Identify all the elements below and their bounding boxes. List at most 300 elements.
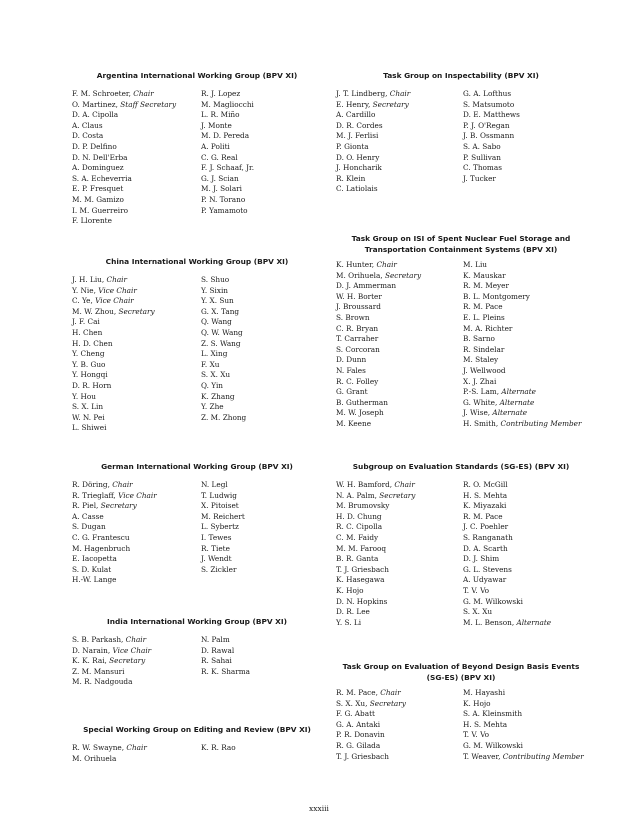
member-entry bbox=[72, 754, 201, 765]
member-name: D. Costa bbox=[72, 131, 104, 141]
member-name: F. Llorente bbox=[72, 216, 112, 226]
member-entry bbox=[201, 206, 254, 217]
member-name: N. Fales bbox=[336, 365, 366, 375]
member-name: S. Dugan bbox=[72, 522, 106, 532]
member-name: C. Thomas bbox=[463, 163, 502, 173]
member-name: K. Zhang bbox=[201, 391, 235, 401]
member-name: C. M. Faidy bbox=[336, 532, 379, 542]
member-entry bbox=[72, 533, 201, 544]
member-role: Secretary bbox=[100, 501, 137, 511]
member-role: Contributing Member bbox=[500, 418, 582, 428]
member-entry bbox=[336, 142, 463, 153]
member-name: J. Wellwood bbox=[463, 365, 506, 375]
member-role: Alternate bbox=[516, 617, 552, 627]
member-entry bbox=[72, 565, 201, 576]
member-entry: Y. Nie, Vice Chair bbox=[72, 285, 137, 295]
member-name: J. B. Ossmann bbox=[463, 131, 515, 141]
member-entry bbox=[336, 533, 463, 544]
member-name: R. Klein bbox=[336, 173, 366, 183]
member-entry bbox=[201, 307, 246, 318]
member-entry bbox=[336, 419, 463, 430]
group-title: Task Group on Evaluation of Beyond Design Basis Events (SG-ES) (BPV XI) bbox=[342, 662, 580, 682]
member-entry bbox=[336, 752, 463, 763]
member-entry bbox=[201, 656, 250, 667]
member-name: J. C. Poehler bbox=[463, 522, 509, 532]
member-name: M. Keene bbox=[336, 418, 372, 428]
member-entry bbox=[463, 163, 520, 174]
member-name: F. G. Abatt bbox=[336, 709, 375, 719]
member-name: M. Staley bbox=[463, 355, 499, 365]
member-entry bbox=[201, 349, 246, 360]
member-name: S. Corcoran bbox=[336, 344, 380, 354]
member-entry bbox=[336, 345, 463, 356]
member-name: M. W. Joseph bbox=[336, 408, 384, 418]
member-name: Q. Wang bbox=[201, 317, 232, 327]
member-entry bbox=[336, 501, 463, 512]
member-name: M. Orihuela bbox=[336, 270, 381, 280]
member-name: Z. S. Wang bbox=[201, 338, 241, 348]
member-entry bbox=[336, 387, 463, 398]
member-entry bbox=[463, 345, 581, 356]
member-name: M. Hagenbruch bbox=[72, 543, 131, 553]
member-entry bbox=[336, 618, 463, 629]
member-entry: E. Henry, Secretary bbox=[336, 99, 409, 109]
member-entry bbox=[201, 480, 245, 491]
member-role: Chair bbox=[125, 635, 147, 644]
member-name: S. Brown bbox=[336, 312, 370, 322]
member-name: D. A. Scarth bbox=[463, 543, 508, 553]
member-name: E. Henry bbox=[336, 99, 368, 109]
member-name: S. Matsumoto bbox=[463, 99, 515, 109]
member-name: F. M. Schroeter bbox=[72, 89, 129, 98]
member-name: P. Yamamoto bbox=[201, 205, 248, 215]
member-entry: O. Martinez, Staff Secretary bbox=[72, 99, 177, 109]
member-name: S. D. Kulat bbox=[72, 564, 112, 574]
member-entry: G. White, Alternate bbox=[463, 397, 535, 407]
member-name: Z. M. Mansuri bbox=[72, 666, 125, 676]
member-role: Alternate bbox=[499, 397, 535, 407]
member-entry bbox=[463, 586, 551, 597]
member-entry bbox=[463, 281, 581, 292]
member-name: T. Weaver bbox=[463, 751, 499, 761]
member-entry: S. B. Parkash, Chair bbox=[72, 635, 147, 644]
member-entry bbox=[72, 512, 201, 523]
group-title: Subgroup on Evaluation Standards (SG-ES) (BPV XI) bbox=[352, 462, 570, 471]
member-name: C. R. Bryan bbox=[336, 323, 379, 333]
member-entry bbox=[201, 100, 254, 111]
member-name: R. M. Meyer bbox=[463, 281, 509, 291]
member-entry bbox=[463, 688, 584, 699]
member-entry: R. Piel, Secretary bbox=[72, 501, 137, 511]
member-name: Y. B. Guo bbox=[72, 359, 106, 369]
member-name: K. Hasegawa bbox=[336, 575, 385, 585]
member-entry: W. H. Bamford, Chair bbox=[336, 480, 415, 489]
member-entry bbox=[336, 302, 463, 313]
member-entry bbox=[336, 720, 463, 731]
member-name: M. Liu bbox=[463, 260, 487, 269]
member-name: H. D. Chen bbox=[72, 338, 113, 348]
group-inspectability bbox=[336, 70, 586, 195]
member-entry bbox=[463, 142, 520, 153]
member-entry bbox=[72, 349, 201, 360]
member-entry bbox=[201, 89, 254, 100]
member-name: M. W. Zhou bbox=[72, 306, 114, 316]
group-german bbox=[72, 461, 322, 586]
member-entry bbox=[72, 554, 201, 565]
member-entry bbox=[201, 184, 254, 195]
member-entry bbox=[336, 544, 463, 555]
member-entry bbox=[201, 296, 246, 307]
member-name: Q. Yin bbox=[201, 380, 223, 390]
group-title: China International Working Group (BPV XI) bbox=[105, 257, 289, 266]
member-name: Y. Sixin bbox=[201, 285, 228, 295]
member-role: Chair bbox=[394, 480, 415, 489]
member-name: T. V. Vo bbox=[463, 730, 490, 740]
member-entry bbox=[463, 302, 581, 313]
member-name: R. Piel bbox=[72, 501, 97, 511]
member-entry bbox=[201, 142, 254, 153]
member-entry bbox=[201, 491, 245, 502]
member-name: A. Claus bbox=[72, 120, 103, 130]
member-name: H. S. Mehta bbox=[463, 719, 508, 729]
member-name: A. Cardillo bbox=[336, 110, 376, 120]
member-role: Secretary bbox=[109, 656, 146, 666]
member-entry bbox=[463, 720, 584, 731]
member-entry bbox=[201, 317, 246, 328]
group-title: Special Working Group on Editing and Review (BPV XI) bbox=[83, 725, 311, 734]
group-title: Task Group on ISI of Spent Nuclear Fuel Storage and Transportation Containment Systems (BPV XI) bbox=[351, 234, 571, 254]
member-entry bbox=[336, 313, 463, 324]
member-role: Chair bbox=[380, 688, 401, 697]
member-name: M. M. Farooq bbox=[336, 543, 387, 553]
member-entry bbox=[201, 286, 246, 297]
member-name: G. J. Scian bbox=[201, 173, 239, 183]
member-name: P. Gionta bbox=[336, 141, 369, 151]
member-entry bbox=[463, 491, 551, 502]
member-name: J. Wendt bbox=[201, 554, 232, 564]
member-name: J. T. Lindberg bbox=[336, 89, 386, 98]
group-beyond-design-basis bbox=[336, 661, 586, 762]
member-entry: D. Narain, Vice Chair bbox=[72, 645, 152, 655]
member-name: R. C. Cipolla bbox=[336, 522, 383, 532]
member-entry bbox=[463, 324, 581, 335]
member-entry bbox=[463, 131, 520, 142]
member-role: Contributing Member bbox=[502, 751, 584, 761]
member-entry bbox=[463, 607, 551, 618]
group-title: Task Group on Inspectability (BPV XI) bbox=[383, 71, 539, 80]
member-role: Secretary bbox=[118, 306, 155, 316]
member-name: S. B. Parkash bbox=[72, 635, 122, 644]
member-name: R. Sindelar bbox=[463, 344, 505, 354]
member-name: T. J. Griesbach bbox=[336, 751, 389, 761]
member-entry bbox=[336, 575, 463, 586]
member-name: S. A. Kleinsmith bbox=[463, 709, 523, 719]
member-role: Alternate bbox=[492, 408, 528, 418]
member-name: R. K. Sharma bbox=[201, 666, 251, 676]
member-name: S. A. Sabo bbox=[463, 141, 501, 151]
member-entry bbox=[72, 667, 201, 678]
member-entry bbox=[336, 131, 463, 142]
member-role: Chair bbox=[112, 480, 133, 489]
member-name: G. Grant bbox=[336, 387, 368, 397]
member-name: D. R. Cordes bbox=[336, 120, 383, 130]
group-china bbox=[72, 256, 322, 434]
group-evaluation-standards bbox=[336, 461, 586, 628]
member-name: D. R. Lee bbox=[336, 607, 370, 617]
member-name: M. R. Nadgouda bbox=[72, 677, 133, 687]
member-entry bbox=[336, 281, 463, 292]
member-name: N. A. Palm bbox=[336, 490, 375, 500]
member-role: Chair bbox=[133, 89, 154, 98]
member-name: J. F. Cai bbox=[72, 317, 100, 327]
member-name: J. Honcharik bbox=[336, 163, 382, 173]
member-name: R. C. Folley bbox=[336, 376, 379, 386]
member-entry bbox=[72, 544, 201, 555]
member-name: D. J. Ammerman bbox=[336, 281, 397, 291]
member-name: C. G. Real bbox=[201, 152, 238, 162]
member-entry: R. M. Pace, Chair bbox=[336, 688, 401, 697]
member-name: E. Iacopetta bbox=[72, 554, 117, 564]
member-entry bbox=[72, 131, 201, 142]
member-entry bbox=[463, 512, 551, 523]
member-name: T. Ludwig bbox=[201, 490, 237, 500]
member-entry: R. W. Swayne, Chair bbox=[72, 743, 147, 752]
member-entry bbox=[463, 377, 581, 388]
member-entry bbox=[336, 522, 463, 533]
member-entry bbox=[201, 121, 254, 132]
member-name: J. Tucker bbox=[463, 173, 496, 183]
member-name: C. Ye bbox=[72, 296, 91, 306]
member-entry: M. Orihuela, Secretary bbox=[336, 270, 422, 280]
member-entry: N. A. Palm, Secretary bbox=[336, 490, 416, 500]
member-entry: R. Trieglaff, Vice Chair bbox=[72, 490, 157, 500]
member-name: J. Broussard bbox=[336, 302, 381, 312]
member-entry: F. M. Schroeter, Chair bbox=[72, 89, 154, 98]
member-name: R. Tiete bbox=[201, 543, 230, 553]
member-entry bbox=[72, 110, 201, 121]
member-entry bbox=[336, 174, 463, 185]
member-name: B. Sarno bbox=[463, 334, 495, 344]
member-name: R. O. McGill bbox=[463, 480, 508, 489]
member-entry bbox=[336, 597, 463, 608]
member-entry bbox=[72, 328, 201, 339]
member-entry bbox=[201, 554, 245, 565]
member-entry bbox=[201, 153, 254, 164]
member-entry bbox=[72, 206, 201, 217]
member-name: D. N. Hopkins bbox=[336, 596, 388, 606]
member-role: Secretary bbox=[372, 99, 409, 109]
member-entry bbox=[72, 174, 201, 185]
member-name: D. Rawal bbox=[201, 645, 235, 655]
member-entry bbox=[201, 370, 246, 381]
member-entry bbox=[72, 413, 201, 424]
group-title: German International Working Group (BPV XI) bbox=[101, 462, 293, 471]
member-entry bbox=[336, 377, 463, 388]
member-entry bbox=[201, 565, 245, 576]
member-name: H.-W. Lange bbox=[72, 575, 117, 585]
member-entry: J. Wise, Alternate bbox=[463, 408, 528, 418]
member-entry: P.-S. Lam, Alternate bbox=[463, 387, 537, 397]
member-entry bbox=[336, 163, 463, 174]
member-name: I. M. Guerreiro bbox=[72, 205, 128, 215]
member-name: S. X. Xu bbox=[463, 607, 493, 617]
member-entry bbox=[463, 575, 551, 586]
member-name: M. J. Solari bbox=[201, 184, 243, 194]
member-entry bbox=[463, 153, 520, 164]
page-number: xxxiii bbox=[309, 804, 329, 813]
member-entry: J. H. Liu, Chair bbox=[72, 275, 127, 284]
member-role: Vice Chair bbox=[98, 285, 137, 295]
member-entry bbox=[463, 174, 520, 185]
member-entry bbox=[463, 110, 520, 121]
member-name: L. Sybertz bbox=[201, 522, 239, 532]
member-name: S. Ranganath bbox=[463, 532, 513, 542]
member-entry bbox=[463, 121, 520, 132]
member-entry bbox=[72, 195, 201, 206]
member-name: R. Trieglaff bbox=[72, 490, 114, 500]
member-entry bbox=[72, 381, 201, 392]
member-name: S. Zickler bbox=[201, 564, 237, 574]
member-entry bbox=[336, 741, 463, 752]
member-name: R. Döring bbox=[72, 480, 108, 489]
group-india bbox=[72, 616, 322, 688]
member-name: R. M. Pace bbox=[463, 511, 503, 521]
member-name: P. N. Torano bbox=[201, 194, 246, 204]
member-entry bbox=[72, 153, 201, 164]
member-entry: K. Hunter, Chair bbox=[336, 260, 397, 269]
member-entry bbox=[201, 635, 250, 646]
member-entry bbox=[72, 522, 201, 533]
member-entry bbox=[336, 153, 463, 164]
member-entry bbox=[201, 522, 245, 533]
group-argentina bbox=[72, 70, 322, 227]
member-name: S. X. Xu bbox=[201, 370, 231, 380]
member-entry bbox=[201, 174, 254, 185]
member-entry: T. Weaver, Contributing Member bbox=[463, 751, 584, 761]
member-role: Vice Chair bbox=[118, 490, 157, 500]
member-entry bbox=[336, 334, 463, 345]
member-entry bbox=[463, 355, 581, 366]
member-name: Y. Nie bbox=[72, 285, 94, 295]
member-name: L. R. Miño bbox=[201, 110, 240, 120]
member-name: W. N. Pei bbox=[72, 412, 105, 422]
member-entry bbox=[336, 324, 463, 335]
group-editing-review bbox=[72, 724, 322, 764]
member-name: D. Narain bbox=[72, 645, 108, 655]
member-entry bbox=[463, 501, 551, 512]
member-entry bbox=[201, 131, 254, 142]
member-entry bbox=[201, 512, 245, 523]
member-name: G. A. Antaki bbox=[336, 719, 381, 729]
member-entry bbox=[201, 667, 250, 678]
member-name: B. Gutherman bbox=[336, 397, 388, 407]
member-entry bbox=[463, 565, 551, 576]
member-name: G. A. Lofthus bbox=[463, 89, 512, 98]
member-name: D. P. Delfino bbox=[72, 141, 117, 151]
member-role: Vice Chair bbox=[95, 296, 134, 306]
member-name: R. Sahai bbox=[201, 656, 232, 666]
member-name: P. R. Donavin bbox=[336, 730, 385, 740]
member-entry: C. Ye, Vice Chair bbox=[72, 296, 134, 306]
member-role: Chair bbox=[389, 89, 411, 98]
member-name: M. Magliocchi bbox=[201, 99, 254, 109]
member-entry bbox=[72, 317, 201, 328]
member-entry bbox=[72, 142, 201, 153]
member-name: M. L. Benson bbox=[463, 617, 512, 627]
member-name: M. D. Pereda bbox=[201, 131, 250, 141]
member-entry bbox=[201, 544, 245, 555]
group-spent-fuel bbox=[336, 233, 586, 430]
member-name: C. G. Frantescu bbox=[72, 532, 130, 542]
member-name: K. Hojo bbox=[336, 585, 364, 595]
member-role: Vice Chair bbox=[112, 645, 152, 655]
member-name: Y. Hou bbox=[72, 391, 96, 401]
member-entry bbox=[463, 480, 551, 491]
member-name: R. G. Gilada bbox=[336, 740, 381, 750]
member-entry bbox=[201, 381, 246, 392]
member-entry bbox=[463, 730, 584, 741]
member-name: T. Carraher bbox=[336, 334, 379, 344]
member-role: Secretary bbox=[384, 270, 422, 280]
member-entry bbox=[336, 398, 463, 409]
member-entry bbox=[201, 413, 246, 424]
member-role: Secretary bbox=[379, 490, 416, 500]
member-entry bbox=[72, 402, 201, 413]
member-entry: M. L. Benson, Alternate bbox=[463, 617, 552, 627]
member-entry bbox=[336, 184, 463, 195]
member-entry bbox=[72, 163, 201, 174]
member-role: Staff Secretary bbox=[120, 99, 177, 109]
member-entry bbox=[336, 730, 463, 741]
member-entry: S. X. Xu, Secretary bbox=[336, 698, 406, 708]
group-title: India International Working Group (BPV XI) bbox=[107, 617, 287, 626]
member-name: R. M. Pace bbox=[336, 688, 376, 697]
member-name: K. Mauskar bbox=[463, 270, 506, 280]
member-role: Chair bbox=[126, 743, 147, 752]
member-name: S. X. Xu bbox=[336, 698, 366, 708]
member-name: A. Casse bbox=[72, 511, 104, 521]
member-name: M. Brumovsky bbox=[336, 501, 390, 511]
member-name: D. E. Matthews bbox=[463, 110, 520, 120]
member-name: W. H. Borter bbox=[336, 291, 382, 301]
member-name: K. R. Rao bbox=[201, 743, 236, 752]
member-entry bbox=[201, 110, 254, 121]
member-name: D. A. Cipolla bbox=[72, 110, 119, 120]
member-name: P.-S. Lam bbox=[463, 387, 497, 397]
member-entry bbox=[201, 743, 236, 754]
member-entry bbox=[336, 110, 463, 121]
member-name: Y. Zhe bbox=[201, 402, 224, 412]
member-entry bbox=[463, 544, 551, 555]
member-name: A. Politi bbox=[201, 141, 230, 151]
member-entry bbox=[463, 313, 581, 324]
member-entry: K. K. Rai, Secretary bbox=[72, 656, 146, 666]
member-name: X. J. Zhai bbox=[463, 376, 497, 386]
member-name: Y. X. Sun bbox=[201, 296, 234, 306]
member-name: P. Sullivan bbox=[463, 152, 501, 162]
member-entry bbox=[201, 195, 254, 206]
member-name: K. Hunter bbox=[336, 260, 372, 269]
member-name: H. Smith bbox=[463, 418, 496, 428]
member-name: G. M. Wilkowski bbox=[463, 596, 523, 606]
member-entry bbox=[72, 339, 201, 350]
member-name: F. J. Schaaf, Jr. bbox=[201, 163, 255, 173]
member-name: G. White bbox=[463, 397, 495, 407]
member-entry bbox=[463, 260, 581, 271]
member-name: Y. Hongqi bbox=[72, 370, 108, 380]
member-name: J. Monte bbox=[201, 120, 232, 130]
member-entry bbox=[336, 366, 463, 377]
